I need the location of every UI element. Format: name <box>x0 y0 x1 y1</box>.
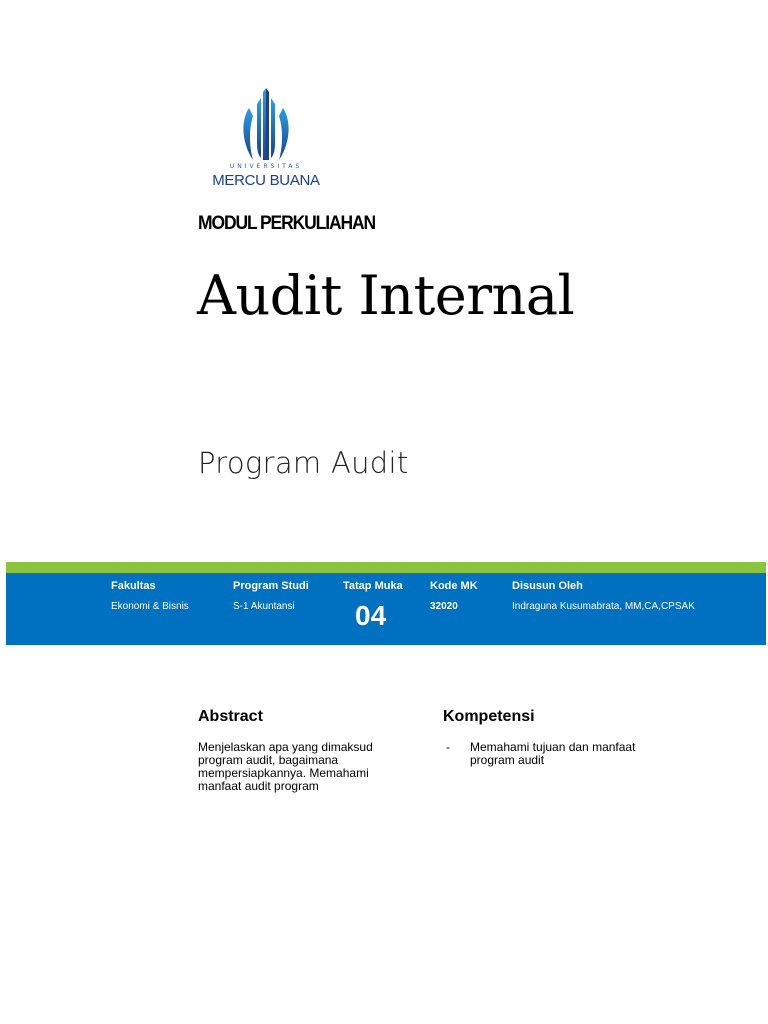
abstract-heading: Abstract <box>198 708 263 725</box>
document-subtitle: Program Audit <box>198 446 409 480</box>
list-marker: - <box>446 740 450 754</box>
kode-mk-label: Kode MK <box>430 580 478 592</box>
logo-universitas-text: UNIVERSITAS <box>229 163 303 170</box>
disusun-oleh-value: Indraguna Kusumabrata, MM,CA,CPSAK <box>512 601 695 612</box>
list-item-text: Memahami tujuan dan manfaat program audit <box>470 740 636 767</box>
program-studi-label: Program Studi <box>233 580 309 592</box>
fakultas-label: Fakultas <box>111 580 156 592</box>
tatap-muka-label: Tatap Muka <box>343 580 403 592</box>
list-item <box>446 741 686 767</box>
disusun-oleh-label: Disusun Oleh <box>512 580 583 592</box>
module-label: MODUL PERKULIAHAN <box>198 213 376 234</box>
kompetensi-heading: Kompetensi <box>443 708 535 725</box>
program-studi-value: S-1 Akuntansi <box>233 601 295 612</box>
kode-mk-value: 32020 <box>430 601 458 612</box>
logo-name-text: MERCU BUANA <box>212 172 320 189</box>
document-title: Audit Internal <box>197 264 575 327</box>
green-accent-strip <box>6 562 766 573</box>
abstract-text: Menjelaskan apa yang dimaksud program audit, bagaimana mempersiapkannya. Memahami manfaat audit program <box>198 740 373 793</box>
course-info-band <box>6 573 766 645</box>
kompetensi-list <box>446 741 686 767</box>
fakultas-value: Ekonomi & Bisnis <box>111 601 189 612</box>
tatap-muka-value: 04 <box>355 600 387 631</box>
university-logo <box>197 86 335 194</box>
